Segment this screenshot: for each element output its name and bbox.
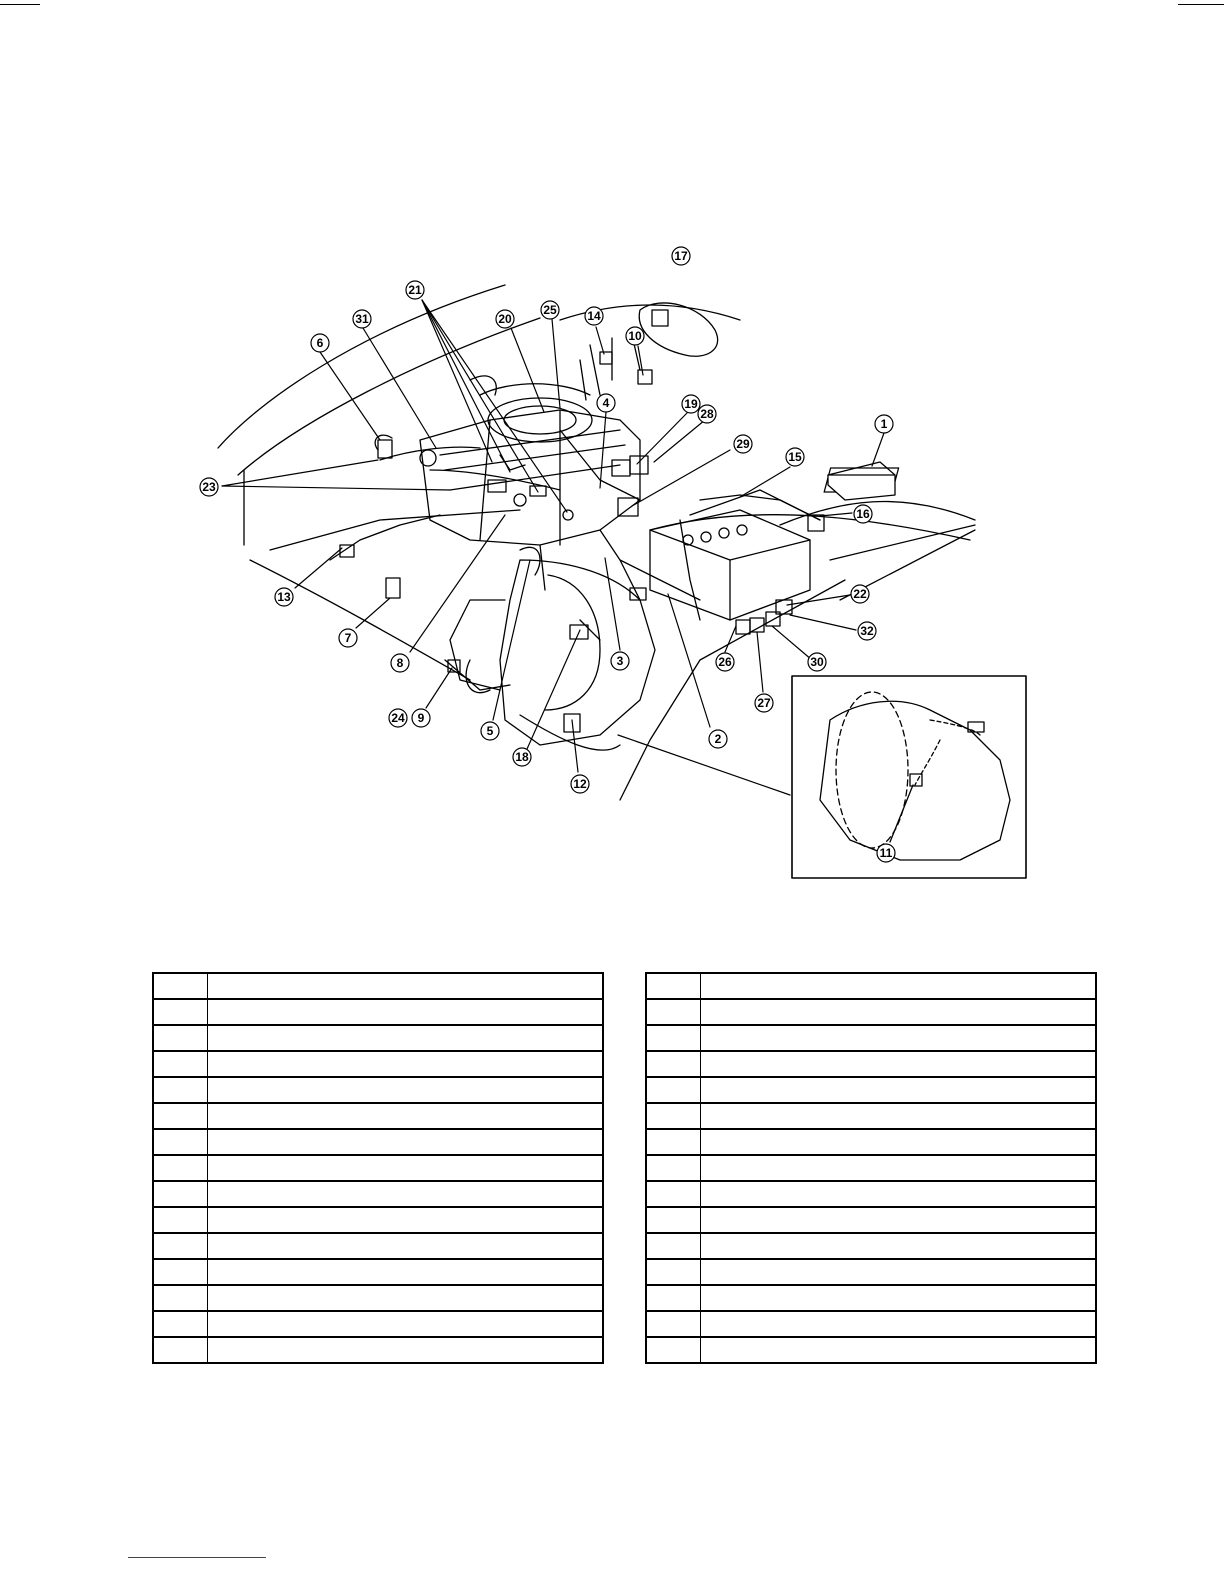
svg-text:1: 1 — [880, 417, 888, 431]
svg-text:23: 23 — [202, 480, 216, 494]
svg-text:14: 14 — [587, 309, 601, 323]
callout-11 — [877, 844, 895, 862]
callout-3 — [611, 652, 629, 670]
legend-row — [646, 1051, 1096, 1077]
svg-text:15: 15 — [788, 450, 802, 464]
legend-row — [646, 1155, 1096, 1181]
svg-text:17: 17 — [674, 249, 688, 263]
legend-number-cell — [153, 1129, 208, 1155]
legend-number-cell — [153, 1155, 208, 1181]
callout-2 — [709, 730, 727, 748]
legend-description-cell — [208, 1207, 604, 1233]
legend-row — [153, 1233, 603, 1259]
callout-15 — [786, 448, 804, 466]
legend-row — [646, 1337, 1096, 1363]
callout-21 — [406, 281, 424, 299]
legend-number-cell — [153, 1233, 208, 1259]
legend-number-cell — [646, 999, 701, 1025]
legend-number-cell — [646, 1155, 701, 1181]
callout-26 — [716, 653, 734, 671]
legend-row — [646, 1181, 1096, 1207]
legend-row — [646, 1103, 1096, 1129]
legend-row — [153, 1259, 603, 1285]
legend-description-cell — [701, 1207, 1097, 1233]
legend-number-cell — [153, 1311, 208, 1337]
legend-row — [646, 1207, 1096, 1233]
legend-number-cell — [646, 1051, 701, 1077]
callout-9 — [412, 709, 430, 727]
callout-18 — [513, 748, 531, 766]
legend-table-left — [152, 972, 604, 1364]
svg-text:16: 16 — [856, 507, 870, 521]
legend-description-cell — [208, 1181, 604, 1207]
legend-number-cell — [153, 999, 208, 1025]
svg-text:28: 28 — [700, 407, 714, 421]
legend-description-cell — [701, 1233, 1097, 1259]
callout-6 — [311, 334, 329, 352]
legend-description-cell — [208, 1129, 604, 1155]
svg-text:29: 29 — [736, 437, 750, 451]
svg-text:7: 7 — [344, 631, 352, 645]
legend-row — [153, 973, 603, 999]
svg-text:4: 4 — [602, 396, 610, 410]
legend-description-cell — [701, 1103, 1097, 1129]
legend-number-cell — [153, 1337, 208, 1363]
legend-row — [646, 1285, 1096, 1311]
legend-description-cell — [208, 1311, 604, 1337]
legend-number-cell — [153, 1051, 208, 1077]
callout-labels — [200, 247, 895, 862]
svg-text:18: 18 — [515, 750, 529, 764]
legend-row — [153, 1103, 603, 1129]
legend-description-cell — [701, 1311, 1097, 1337]
svg-text:5: 5 — [486, 724, 494, 738]
legend-number-cell — [153, 1285, 208, 1311]
legend-number-cell — [153, 1181, 208, 1207]
svg-text:25: 25 — [543, 303, 557, 317]
legend-row — [153, 1207, 603, 1233]
legend-description-cell — [701, 1025, 1097, 1051]
callout-32 — [858, 622, 876, 640]
legend-row — [646, 1129, 1096, 1155]
legend-row — [153, 1129, 603, 1155]
svg-text:26: 26 — [718, 655, 732, 669]
wiring-harness — [330, 430, 820, 693]
callout-8 — [391, 654, 409, 672]
vehicle-body-outline — [218, 285, 975, 800]
legend-description-cell — [701, 1259, 1097, 1285]
callout-27 — [755, 694, 773, 712]
legend-number-cell — [646, 1181, 701, 1207]
legend-number-cell — [646, 1285, 701, 1311]
legend-row — [646, 1311, 1096, 1337]
legend-row — [646, 1025, 1096, 1051]
callout-29 — [734, 435, 752, 453]
legend-number-cell — [153, 1207, 208, 1233]
svg-text:12: 12 — [573, 777, 587, 791]
legend-row — [646, 1259, 1096, 1285]
legend-row — [153, 1311, 603, 1337]
svg-text:10: 10 — [628, 329, 642, 343]
callout-25 — [541, 301, 559, 319]
svg-text:11: 11 — [879, 846, 893, 860]
callout-28 — [698, 405, 716, 423]
legend-description-cell — [701, 1285, 1097, 1311]
legend-description-cell — [208, 973, 604, 999]
callout-14 — [585, 307, 603, 325]
svg-text:19: 19 — [684, 397, 698, 411]
svg-text:9: 9 — [417, 711, 425, 725]
battery — [650, 490, 820, 620]
legend-number-cell — [153, 973, 208, 999]
legend-number-cell — [646, 1233, 701, 1259]
legend-row — [153, 1077, 603, 1103]
legend-number-cell — [153, 1103, 208, 1129]
svg-text:13: 13 — [277, 590, 291, 604]
legend-description-cell — [701, 1077, 1097, 1103]
svg-text:20: 20 — [498, 312, 512, 326]
legend-row — [153, 1181, 603, 1207]
legend-description-cell — [701, 973, 1097, 999]
legend-description-cell — [701, 1181, 1097, 1207]
callout-17 — [672, 247, 690, 265]
legend-number-cell — [646, 1025, 701, 1051]
svg-text:27: 27 — [757, 696, 771, 710]
callout-leaders — [222, 300, 884, 795]
inset-detail — [792, 676, 1026, 878]
svg-text:32: 32 — [860, 624, 874, 638]
legend-number-cell — [153, 1259, 208, 1285]
svg-text:22: 22 — [853, 587, 867, 601]
callout-31 — [353, 310, 371, 328]
legend-row — [153, 1285, 603, 1311]
callout-10 — [626, 327, 644, 345]
legend-row — [153, 1025, 603, 1051]
callout-20 — [496, 310, 514, 328]
component-icons — [340, 352, 899, 732]
svg-text:30: 30 — [810, 655, 824, 669]
legend-description-cell — [701, 1337, 1097, 1363]
legend-description-cell — [208, 1025, 604, 1051]
legend-row — [646, 973, 1096, 999]
legend-description-cell — [208, 1285, 604, 1311]
callout-22 — [851, 585, 869, 603]
legend-row — [646, 1077, 1096, 1103]
callout-1 — [875, 415, 893, 433]
legend-row — [153, 999, 603, 1025]
callout-16 — [854, 505, 872, 523]
legend-description-cell — [701, 999, 1097, 1025]
callout-13 — [275, 588, 293, 606]
legend-description-cell — [701, 1051, 1097, 1077]
legend-number-cell — [646, 1337, 701, 1363]
legend-number-cell — [153, 1025, 208, 1051]
callout-7 — [339, 629, 357, 647]
legend-description-cell — [208, 1233, 604, 1259]
legend-table-right — [645, 972, 1097, 1364]
legend-number-cell — [646, 1207, 701, 1233]
svg-text:21: 21 — [408, 283, 422, 297]
svg-text:6: 6 — [316, 336, 324, 350]
legend-description-cell — [701, 1129, 1097, 1155]
legend-description-cell — [208, 1051, 604, 1077]
legend-row — [646, 1233, 1096, 1259]
legend-description-cell — [208, 1103, 604, 1129]
legend-number-cell — [646, 1311, 701, 1337]
legend-row — [153, 1155, 603, 1181]
svg-text:8: 8 — [396, 656, 404, 670]
legend-number-cell — [646, 973, 701, 999]
legend-description-cell — [208, 1155, 604, 1181]
svg-text:24: 24 — [391, 711, 405, 725]
svg-text:3: 3 — [616, 654, 624, 668]
legend-description-cell — [208, 1337, 604, 1363]
legend-number-cell — [646, 1103, 701, 1129]
legend-description-cell — [208, 1259, 604, 1285]
legend-description-cell — [701, 1155, 1097, 1181]
footer-link-underline[interactable] — [128, 1557, 266, 1558]
callout-19 — [682, 395, 700, 413]
legend-row — [646, 999, 1096, 1025]
legend-number-cell — [646, 1077, 701, 1103]
legend-number-cell — [646, 1129, 701, 1155]
callout-23 — [200, 478, 218, 496]
callout-30 — [808, 653, 826, 671]
legend-number-cell — [646, 1259, 701, 1285]
callout-12 — [571, 775, 589, 793]
legend-row — [153, 1051, 603, 1077]
svg-text:31: 31 — [355, 312, 369, 326]
legend-row — [153, 1337, 603, 1363]
legend-number-cell — [153, 1077, 208, 1103]
callout-5 — [481, 722, 499, 740]
svg-text:2: 2 — [714, 732, 722, 746]
callout-24 — [389, 709, 407, 727]
legend-description-cell — [208, 1077, 604, 1103]
legend-description-cell — [208, 999, 604, 1025]
callout-4 — [597, 394, 615, 412]
